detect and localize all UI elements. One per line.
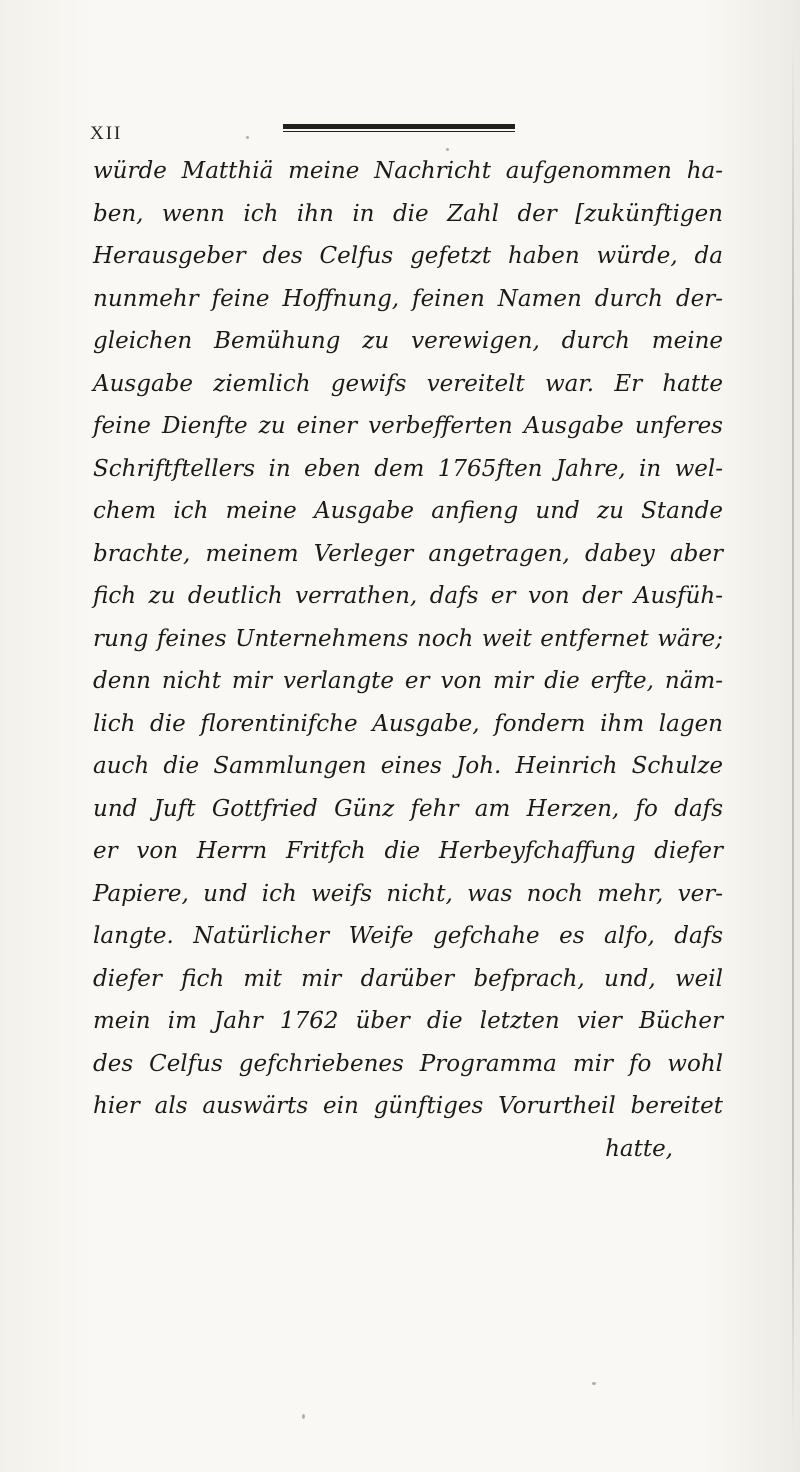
text-line: er von Herrn Fritfch die Herbeyfchaffung diefer	[93, 838, 723, 864]
text-line: brachte, meinem Verleger angetragen, dabey aber	[93, 540, 723, 567]
text-line: langte. Natürlicher Weife gefchahe es alfo, dafs	[93, 923, 723, 949]
text-line: diefer fich mit mir darüber befprach, und, weil	[93, 965, 723, 992]
text-line: nunmehr feine Hoffnung, feinen Namen durch der-	[93, 285, 723, 312]
page-number: XII	[90, 123, 123, 144]
text-line: Herausgeber des Celfus gefetzt haben würde, da	[93, 243, 723, 269]
paper-speck	[446, 148, 449, 151]
header-rule-thin	[283, 131, 515, 132]
text-line: Schriftftellers in eben dem 1765ften Jahre, in wel-	[93, 455, 723, 482]
body-text	[93, 150, 723, 1170]
text-line: und Juft Gottfried Günz fehr am Herzen, fo dafs	[93, 795, 723, 822]
text-line: denn nicht mir verlangte er von mir die erfte, näm-	[93, 668, 723, 694]
text-line: hier als auswärts ein günftiges Vorurtheil bereitet	[93, 1093, 723, 1119]
text-line: lich die florentinifche Ausgabe, fondern ihm lagen	[93, 710, 723, 737]
paper-speck	[302, 1414, 305, 1419]
text-line: ben, wenn ich ihn in die Zahl der [zukünftigen	[93, 200, 723, 227]
text-line: feine Dienfte zu einer verbefferten Ausgabe unferes	[93, 413, 723, 439]
catchword-line: hatte,	[605, 1135, 673, 1162]
paper-speck	[246, 136, 249, 139]
page-edge-shadow	[792, 40, 794, 1440]
header-rule	[283, 124, 515, 133]
paper-speck	[592, 1382, 596, 1385]
text-line: auch die Sammlungen eines Joh. Heinrich Schulze	[93, 753, 723, 779]
text-line: chem ich meine Ausgabe anfieng und zu Stande	[93, 498, 723, 524]
text-line: fich zu deutlich verrathen, dafs er von der Ausfüh-	[93, 583, 723, 609]
text-line: würde Matthiä meine Nachricht aufgenommen ha-	[93, 158, 723, 184]
text-line: Papiere, und ich weifs nicht, was noch mehr, ver-	[93, 880, 723, 907]
header-rule-thick	[283, 124, 515, 129]
text-line: rung feines Unternehmens noch weit entfernet wäre;	[93, 625, 723, 652]
text-line: mein im Jahr 1762 über die letzten vier Bücher	[93, 1008, 723, 1034]
text-line: des Celfus gefchriebenes Programma mir fo wohl	[93, 1050, 723, 1077]
text-line: gleichen Bemühung zu verewigen, durch meine	[93, 328, 723, 354]
text-line: Ausgabe ziemlich gewifs vereitelt war. Er hatte	[93, 370, 723, 397]
